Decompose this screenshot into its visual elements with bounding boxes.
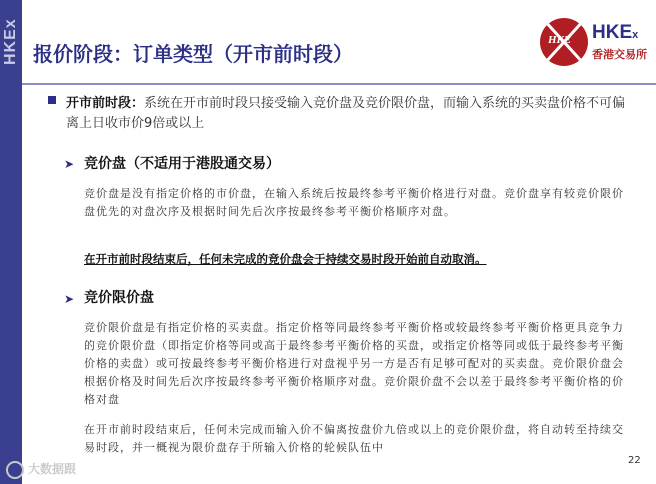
hkex-logo: [538, 14, 650, 74]
pre-opening-paragraph: [66, 94, 638, 134]
limit-order-heading: 竞价限价盘: [84, 290, 154, 306]
sidebar-logo: HKEx: [2, 18, 19, 66]
title-divider: [22, 83, 656, 85]
watermark: 大数据跟: [6, 460, 76, 479]
pre-opening-term: 开市前时段：: [66, 96, 145, 111]
logo-mark-text: HKE: [548, 34, 572, 46]
logo-name: HKEx: [592, 22, 639, 43]
watermark-icon: [6, 461, 24, 479]
bullet-square-icon: [48, 96, 56, 104]
limit-order-body: 竞价限价盘是有指定价格的买卖盘。指定价格等同最终参考平衡价格或较最终参考平衡价格更具竞争力的竞价限价盘（即指定价格等同或高于最终参考平衡价格的买盘，或指定价格等同或低于最终参考平衡价格的卖盘）或可按最终参考平衡价格进行对盘视乎另一方是否有足够可配对的买卖盘。竞价限价盘会根据价格及时间先后次序按最终参考平衡价格顺序对盘。竞价限价盘不会以差于最终参考平衡价格的价格对盘: [84, 321, 624, 406]
slide-title: 报价阶段：订单类型（开市前时段）: [33, 42, 353, 66]
left-sidebar-band: [0, 0, 22, 484]
limit-order-body-2: 在开市前时段结束后，任何未完成而输入价不偏离按盘价九倍或以上的竞价限价盘，将自动转至持续交易时段，并一概视为限价盘存于所输入价格的轮候队伍中: [84, 423, 624, 454]
market-order-note: 在开市前时段结束后，任何未完成的竞价盘会于持续交易时段开始前自动取消。: [84, 252, 487, 266]
market-order-heading: 竞价盘（不适用于港股通交易）: [84, 156, 280, 172]
market-order-body: 竞价盘是没有指定价格的市价盘，在输入系统后按最终参考平衡价格进行对盘。竞价盘享有较竞价限价盘优先的对盘次序及根据时间先后次序按最终参考平衡价格顺序对盘。: [84, 187, 624, 218]
page-number: 22: [628, 455, 641, 466]
chevron-right-icon: ➤: [64, 157, 75, 171]
logo-chinese-name: 香港交易所: [592, 48, 647, 61]
pre-opening-text: 系统在开市前时段只接受输入竞价盘及竞价限价盘，而输入系统的买卖盘价格不可偏离上日收市价9倍或以上: [66, 96, 626, 131]
chevron-right-icon: ➤: [64, 292, 75, 306]
